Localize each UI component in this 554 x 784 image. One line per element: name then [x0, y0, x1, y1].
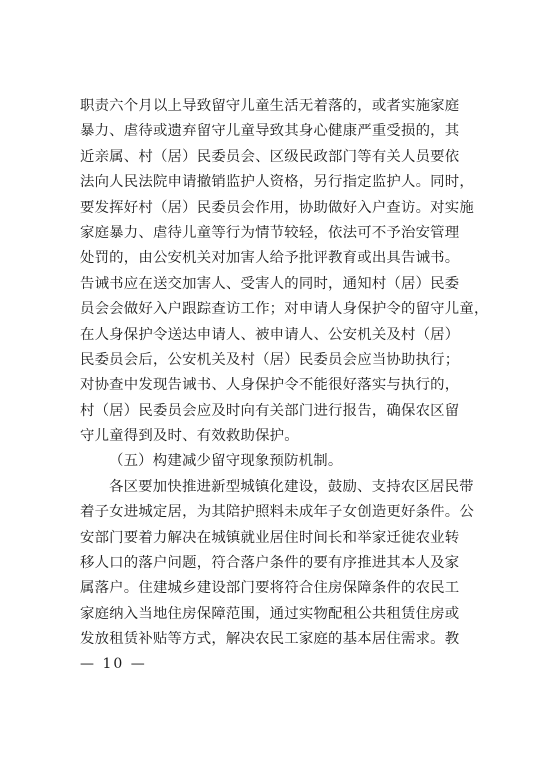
- text-line: 暴力、虐待或遗弃留守儿童导致其身心健康严重受损的，其: [80, 123, 460, 140]
- text-line: 对协查中发现告诫书、人身保护令不能很好落实与执行的，: [80, 377, 460, 394]
- text-line: 守儿童得到及时、有效救助保护。: [80, 428, 299, 445]
- text-line: 安部门要着力解决在城镇就业居住时间长和举家迁徙农业转: [80, 529, 460, 546]
- text-line: 告诫书应在送交加害人、受害人的同时，通知村（居）民委: [80, 275, 460, 292]
- text-line: 家庭纳入当地住房保障范围，通过实物配租公共租赁住房或: [80, 605, 460, 622]
- text-line: 着子女进城定居，为其陪护照料未成年子女创造更好条件。公: [80, 504, 474, 521]
- text-line: 村（居）民委员会应及时向有关部门进行报告，确保农区留: [80, 402, 460, 419]
- text-line: 近亲属、村（居）民委员会、区级民政部门等有关人员要依: [80, 148, 460, 165]
- text-line: 属落户。住建城乡建设部门要将符合住房保障条件的农民工: [80, 580, 460, 597]
- text-line: 职责六个月以上导致留守儿童生活无着落的，或者实施家庭: [80, 98, 460, 114]
- text-line: 民委员会后，公安机关及村（居）民委员会应当协助执行；: [80, 351, 460, 368]
- text-line: 各区要加快推进新型城镇化建设，鼓励、支持农区居民带: [109, 478, 474, 495]
- text-line: 在人身保护令送达申请人、被申请人、公安机关及村（居）: [80, 326, 460, 343]
- text-line: 家庭暴力、虐待儿童等行为情节较轻，依法可不予治安管理: [80, 224, 460, 241]
- text-line: 员会会做好入户跟踪查访工作；对申请人身保护令的留守儿童，: [80, 301, 489, 318]
- text-line: 法向人民法院申请撤销监护人资格，另行指定监护人。同时，: [80, 174, 474, 191]
- page-number: — 10 —: [80, 656, 147, 672]
- text-line: 移人口的落户问题，符合落户条件的要有序推进其本人及家: [80, 555, 460, 572]
- text-line: 发放租赁补贴等方式，解决农民工家庭的基本居住需求。教: [80, 631, 460, 648]
- text-line: 要发挥好村（居）民委员会作用，协助做好入户查访。对实施: [80, 199, 474, 216]
- section-heading: （五）构建减少留守现象预防机制。: [109, 453, 343, 470]
- body-text: [80, 94, 489, 653]
- text-line: 处罚的，由公安机关对加害人给予批评教育或出具告诫书。: [80, 250, 460, 267]
